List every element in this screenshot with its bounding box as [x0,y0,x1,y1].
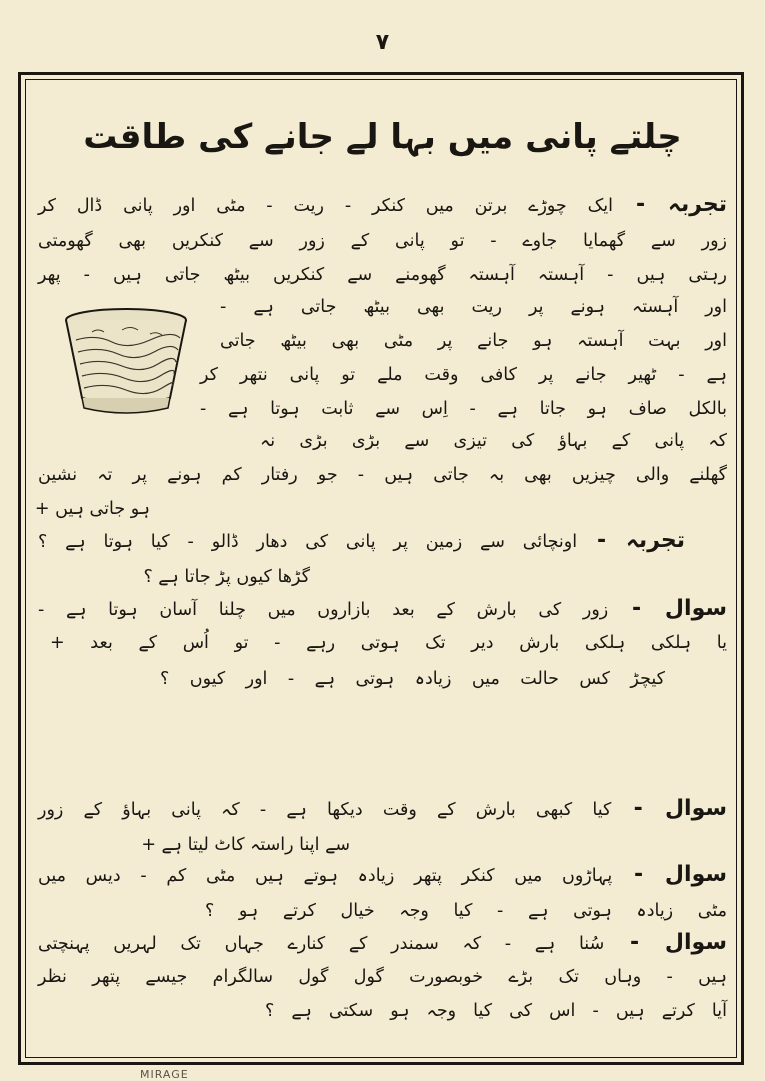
lead-label: سوال - [604,930,727,955]
line-text: اونچائی سے زمین پر پانی کی دھار ڈالو - کیا ہوتا ہے ؟ [38,532,578,552]
line-text: آیا کرتے ہیں - اس کی کیا وجہ ہو سکتی ہے ؟ [265,1001,727,1021]
text-line [38,260,727,290]
lead-label: تجربہ - [613,192,728,217]
line-text: سُنا ہے - کہ سمندر کے کنارے جہاں تک لہریں پہنچتی [38,934,605,954]
line-text: کیچڑ کس حالت میں زیادہ ہوتی ہے - اور کیوں ؟ [160,669,665,689]
text-line [38,962,727,992]
line-text: پہاڑوں میں کنکر پتھر زیادہ ہوتے ہیں مٹی کم - دیس میں [38,866,613,886]
line-text: کیا کبھی بارش کے وقت دیکھا ہے - کہ پانی بہاؤ کے زور [38,800,612,820]
line-text: مٹی زیادہ ہوتی ہے - کیا وجہ خیال کرتے ہو ؟ [205,901,727,921]
line-text: سے اپنا راستہ کاٹ لیتا ہے + [141,835,350,855]
text-line [200,360,727,390]
lead-label: سوال - [608,596,727,621]
line-text: ہیں - وہاں تک بڑے خوبصورت گول گول سالگرام جیسے پتھر نظر [38,967,727,987]
line-text: یا ہلکی ہلکی بارش دیر تک ہوتی رہے - تو اُس کے بعد + [50,633,727,653]
text-line [143,562,310,592]
line-text: زور کی بارش کے بعد بازاروں میں چلنا آسان ہوتا ہے - [38,600,609,620]
text-line [38,460,727,490]
text-line [260,426,727,456]
text-line [205,896,727,926]
line-text: ہو جاتی ہیں + [34,499,150,519]
text-line [265,996,727,1026]
line-text: بالکل صاف ہو جاتا ہے - اِس سے ثابت ہوتا ہے - [200,399,727,419]
text-line [50,628,727,658]
line-text: گھلنے والی چیزیں بھی بہ جاتی ہیں - جو رفتار کم ہونے پر تہ نشین [38,465,727,485]
line-text: اور آہستہ ہونے پر ریت بھی بیٹھ جاتی ہے - [220,297,727,317]
line-text: گڑھا کیوں پڑ جاتا ہے ؟ [143,567,310,587]
glass-vessel-illustration [62,306,192,416]
text-line [220,326,727,356]
line-text: کہ پانی کے بہاؤ کی تیزی سے بڑی بڑی نہ [260,431,727,451]
text-line [38,928,727,958]
text-line [38,526,685,556]
line-text: زور سے گھمایا جاوے - تو پانی کے زور سے کنکریں بھی گھومتی [38,231,727,251]
text-line [220,292,727,322]
text-line [160,664,665,694]
footer-fragment: MIRAGE [140,1068,189,1081]
text-line [200,394,727,424]
text-line [38,190,727,220]
line-text: ایک چوڑے برتن میں کنکر - ریت - مٹی اور پانی ڈال کر [38,196,614,216]
text-line [38,594,727,624]
lead-label: سوال - [612,862,727,887]
page-number: ۷ [375,30,390,55]
page-title: چلتے پانی میں بہا لے جانے کی طاقت [83,117,682,157]
lead-label: تجربہ - [577,528,685,553]
line-text: رہتی ہیں - آہستہ آہستہ گھومنے سے کنکریں بیٹھ جاتی ہیں - پھر [38,265,727,285]
line-text: اور بہت آہستہ ہو جانے پر مٹی بھی بیٹھ جاتی [220,331,727,351]
line-text: ہے - ٹھیر جانے پر کافی وقت ملے تو پانی نتھر کر [200,365,727,385]
text-line [38,860,727,890]
text-line [38,226,727,256]
lead-label: سوال - [611,796,728,821]
text-line [38,794,727,824]
text-line [141,830,350,860]
text-line [35,494,150,524]
